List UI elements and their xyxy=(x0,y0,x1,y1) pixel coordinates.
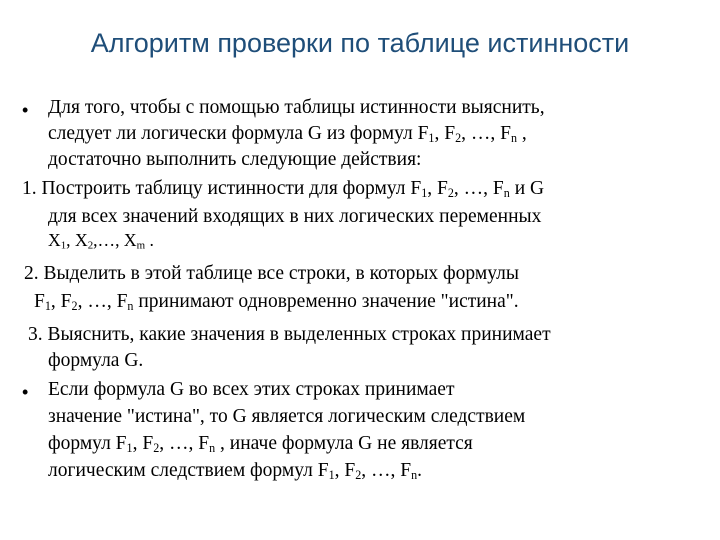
step2-line2: $F_1$, $F_2$, …, $F_n$ принимают одновременно значение "истина". xyxy=(34,291,519,314)
bullet-1: • xyxy=(22,100,29,120)
paragraph1-line3: достаточно выполнить следующие действия: xyxy=(48,149,422,170)
paragraph2-line4: логическим следствием формул $F_1$, $F_2$, …, $F_n$. xyxy=(48,460,423,483)
paragraph2-line2: значение "истина", то G является логическим следствием xyxy=(48,406,526,427)
paragraph2-line1: Если формула G во всех этих строках принимает xyxy=(48,379,455,400)
paragraph1-line2: следует ли логически формула G из формул $F_1$, $F_2$, …, $F_n$ , xyxy=(48,123,527,146)
step1-line3: $X_1$, $X_2,\dots$, $X_m$ . xyxy=(48,230,154,252)
bullet-2: • xyxy=(22,382,29,402)
slide-title: Алгоритм проверки по таблице истинности xyxy=(90,28,630,58)
step1-line1: 1. Построить таблицу истинности для формул $F_1$, $F_2$, …, $F_n$ и G xyxy=(22,178,545,201)
paragraph2-line3: формул $F_1$, $F_2$, …, $F_n$ , иначе формула G не является xyxy=(48,433,473,456)
step3-line1: 3. Выяснить, какие значения в выделенных строках принимает xyxy=(28,324,551,345)
paragraph1-line1: Для того, чтобы с помощью таблицы истинности выяснить, xyxy=(48,97,545,118)
step1-line2: для всех значений входящих в них логических переменных xyxy=(48,206,542,227)
step2-line1: 2. Выделить в этой таблице все строки, в которых формулы xyxy=(24,263,519,284)
step3-line2: формула G. xyxy=(48,350,144,371)
